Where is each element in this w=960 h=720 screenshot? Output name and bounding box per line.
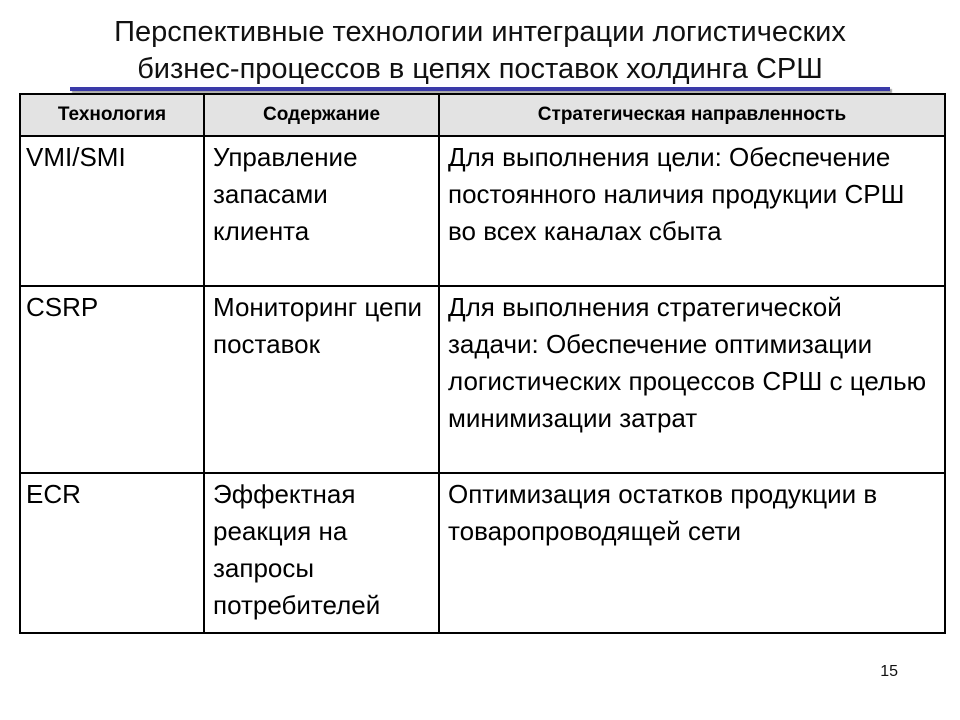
cell-technology: CSRP [20, 286, 204, 473]
cell-technology: ECR [20, 473, 204, 633]
cell-content: Мониторинг цепи поставок [204, 286, 439, 473]
slide-title-line-2: бизнес-процессов в цепях поставок холдинга СРШ [137, 53, 823, 85]
header-strategic-direction: Стратегическая направленность [439, 94, 945, 136]
cell-content: Управление запасами клиента [204, 136, 439, 286]
table-row [20, 473, 945, 633]
table-header-row [20, 94, 945, 136]
page-number: 15 [880, 663, 898, 680]
technologies-table [19, 93, 946, 634]
header-content: Содержание [204, 94, 439, 136]
header-technology: Технология [20, 94, 204, 136]
cell-strategic-direction: Для выполнения цели: Обеспечение постоянного наличия продукции СРШ во всех каналах сбыта [439, 136, 945, 286]
cell-technology: VMI/SMI [20, 136, 204, 286]
table-row [20, 286, 945, 473]
title-underline-divider [70, 87, 890, 91]
slide-title [40, 14, 920, 88]
cell-strategic-direction: Оптимизация остатков продукции в товаропроводящей сети [439, 473, 945, 633]
cell-content: Эффектная реакция на запросы потребителей [204, 473, 439, 633]
table-row [20, 136, 945, 286]
cell-strategic-direction: Для выполнения стратегической задачи: Обеспечение оптимизации логистических процессов СРШ с целью минимизации затрат [439, 286, 945, 473]
slide-title-line-1: Перспективные технологии интеграции логистических [114, 16, 846, 48]
